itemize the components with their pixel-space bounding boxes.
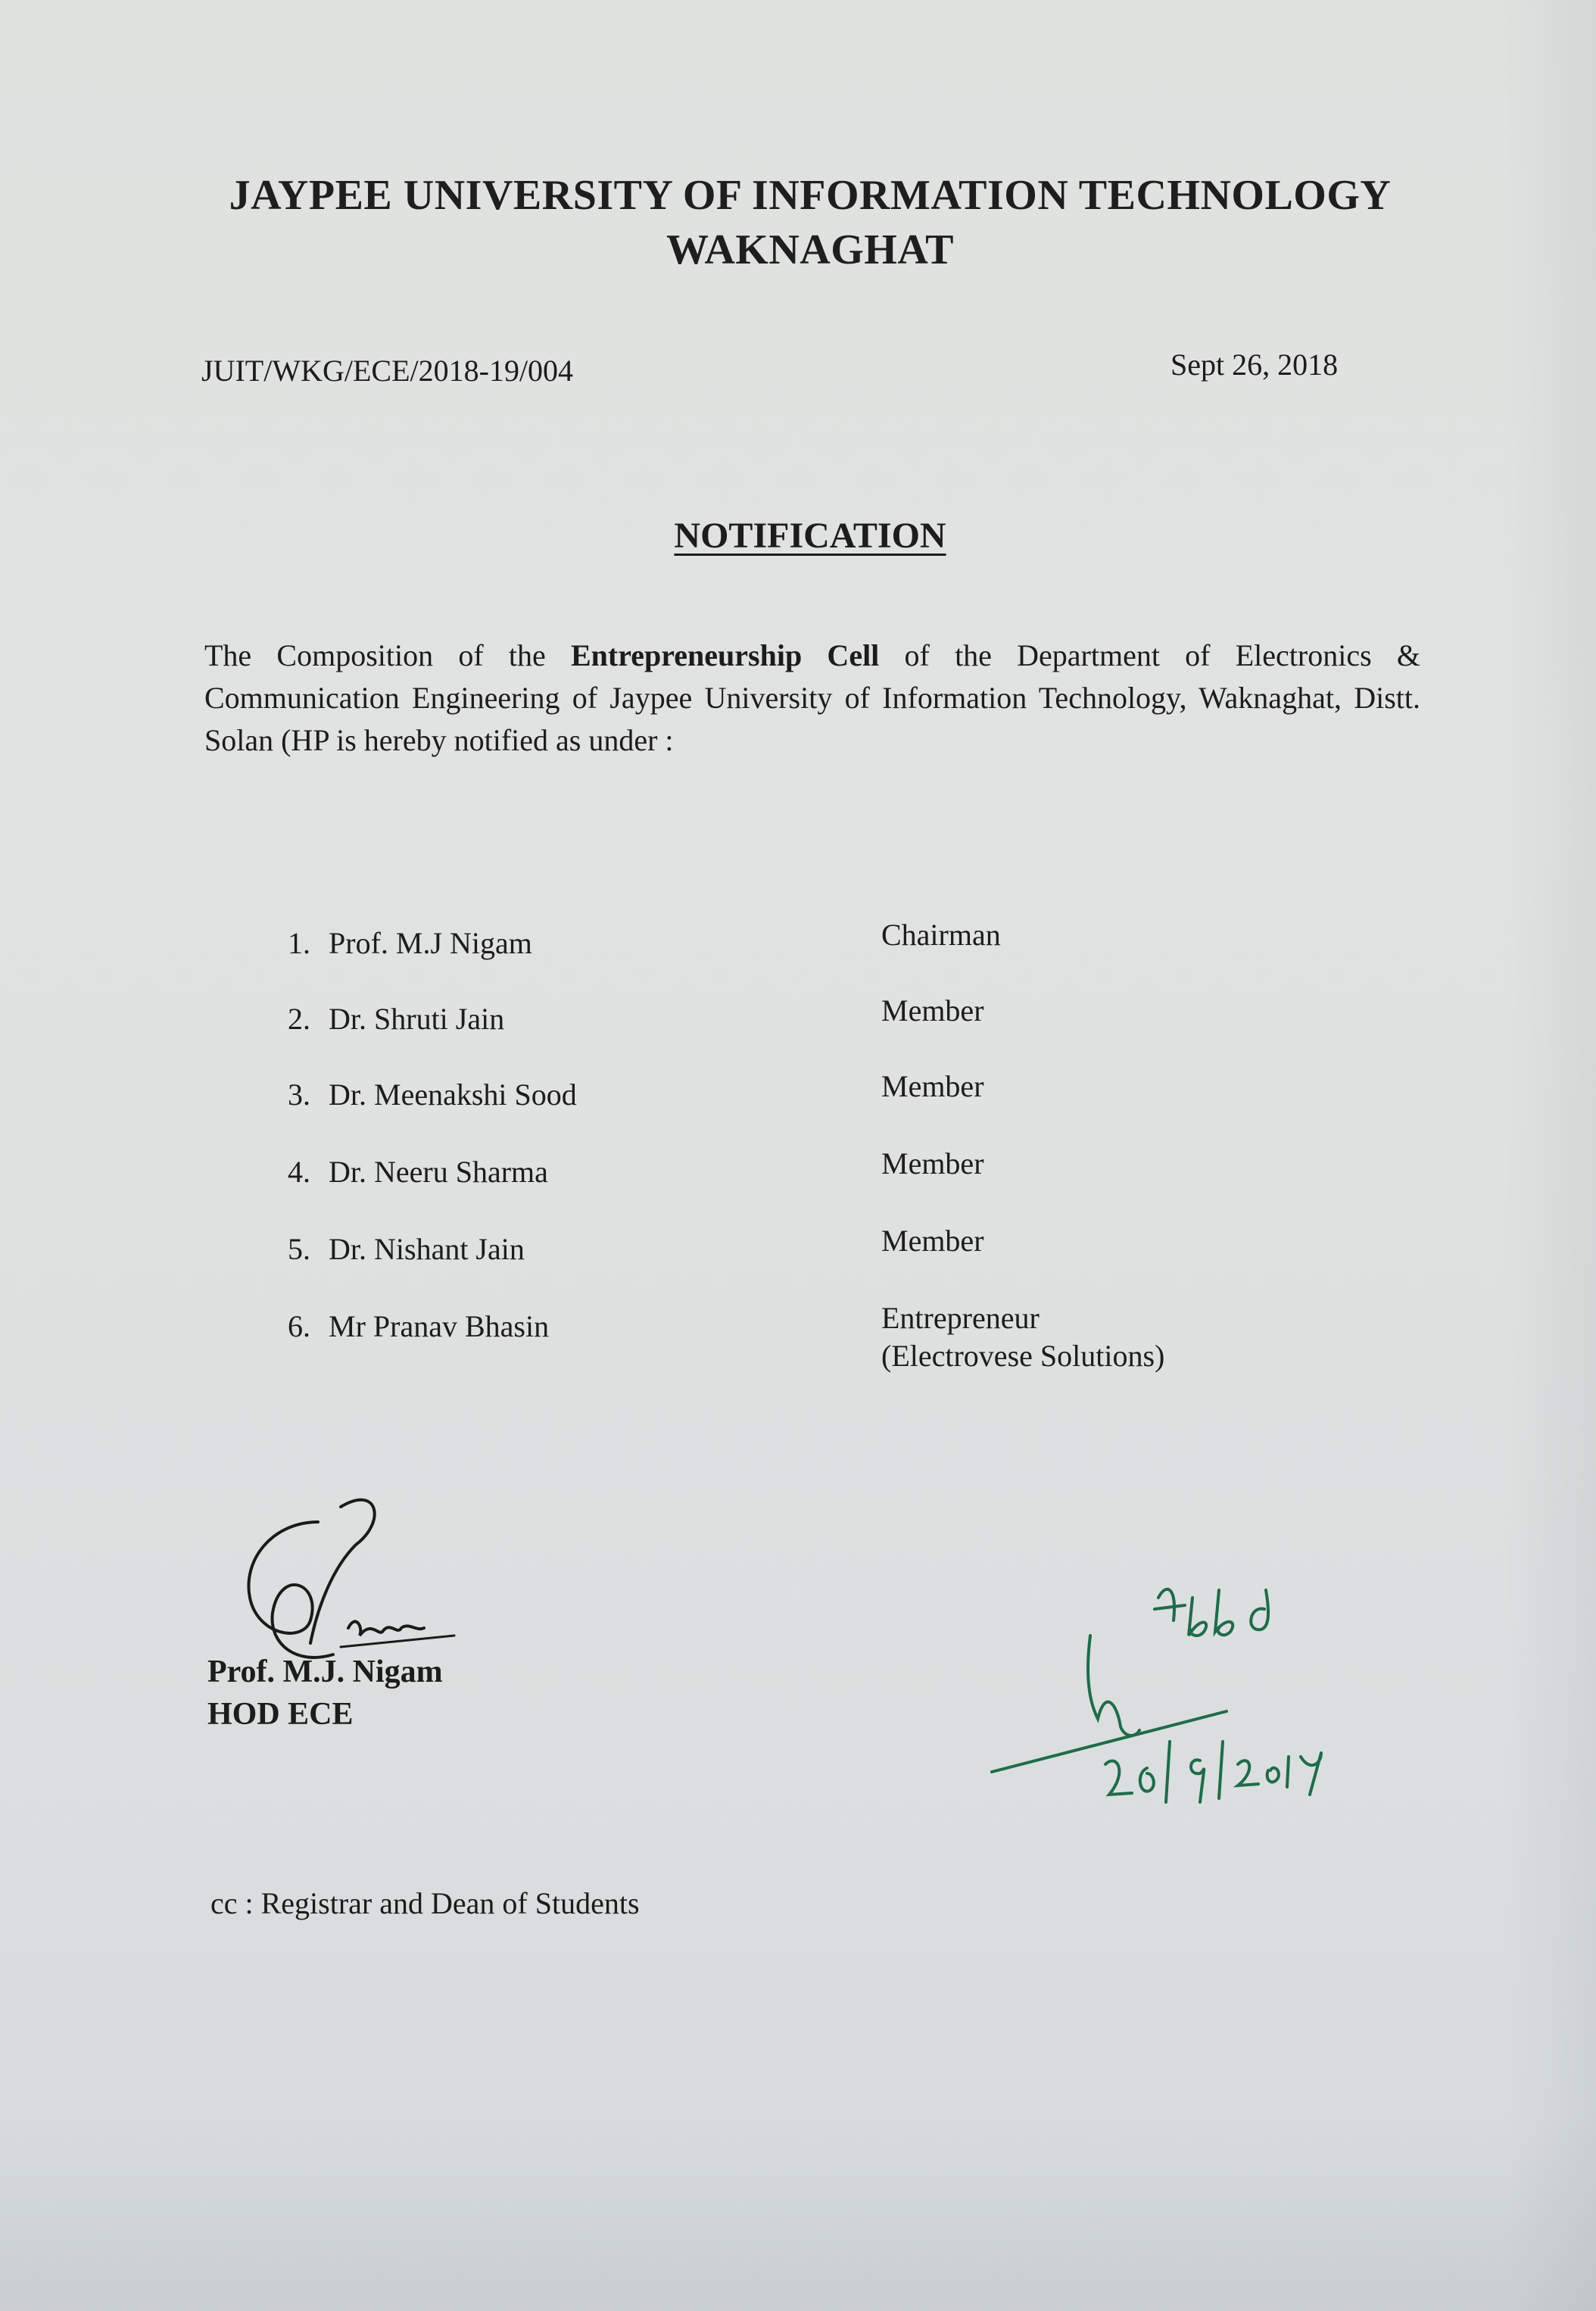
member-number: 4.	[288, 1155, 310, 1189]
member-role	[881, 1222, 984, 1260]
body-highlight: Entrepreneurship Cell	[570, 638, 880, 672]
member-number: 1.	[288, 926, 310, 960]
member-number: 5.	[288, 1232, 310, 1266]
title-text: NOTIFICATION	[674, 516, 946, 556]
cc-line: cc : Registrar and Dean of Students	[210, 1886, 640, 1920]
member-number: 3.	[288, 1078, 310, 1112]
issue-date: Sept 26, 2018	[1171, 348, 1339, 382]
member-role	[881, 1145, 984, 1183]
member-name: Prof. M.J Nigam	[329, 926, 532, 960]
page-shadow-right	[1505, 0, 1596, 2311]
member-role-title: Member	[881, 993, 984, 1028]
approval-signature	[984, 1575, 1378, 1832]
university-name: JAYPEE UNIVERSITY OF INFORMATION TECHNOLOGY	[229, 172, 1392, 219]
member-name: Dr. Neeru Sharma	[329, 1155, 548, 1189]
body-rest: of the Department of Electronics & Communication Engineering of Jaypee University of Information Technology, Waknaghat, Distt. Solan (HP is hereby notified as under :	[204, 638, 1420, 757]
member-role-title: Member	[881, 1224, 984, 1258]
page-title	[0, 515, 1596, 557]
member-role-title: Member	[881, 1069, 984, 1103]
page-shadow-bottom	[0, 2114, 1596, 2311]
signatory-designation: HOD ECE	[207, 1697, 354, 1732]
notification-body	[204, 635, 1420, 762]
signatory-name: Prof. M.J. Nigam	[207, 1655, 443, 1689]
member-role	[881, 916, 1001, 954]
member-role-title: Chairman	[881, 918, 1001, 952]
member-role-title: Member	[881, 1146, 984, 1180]
member-name: Dr. Shruti Jain	[329, 1002, 505, 1036]
member-role-note: (Electrovese Solutions)	[881, 1339, 1165, 1373]
university-location: WAKNAGHAT	[666, 226, 954, 273]
member-role	[881, 1299, 1164, 1375]
body-intro: The Composition of the	[204, 638, 571, 672]
member-name: Dr. Nishant Jain	[329, 1232, 525, 1266]
member-name: Mr Pranav Bhasin	[329, 1309, 550, 1343]
member-role	[881, 992, 984, 1030]
reference-number: JUIT/WKG/ECE/2018-19/004	[201, 354, 574, 388]
member-number: 2.	[288, 1002, 310, 1036]
signatory-block	[207, 1651, 443, 1736]
member-number: 6.	[288, 1309, 310, 1343]
member-role	[881, 1068, 984, 1106]
member-role-title: Entrepreneur	[881, 1301, 1040, 1335]
member-name: Dr. Meenakshi Sood	[329, 1078, 577, 1112]
